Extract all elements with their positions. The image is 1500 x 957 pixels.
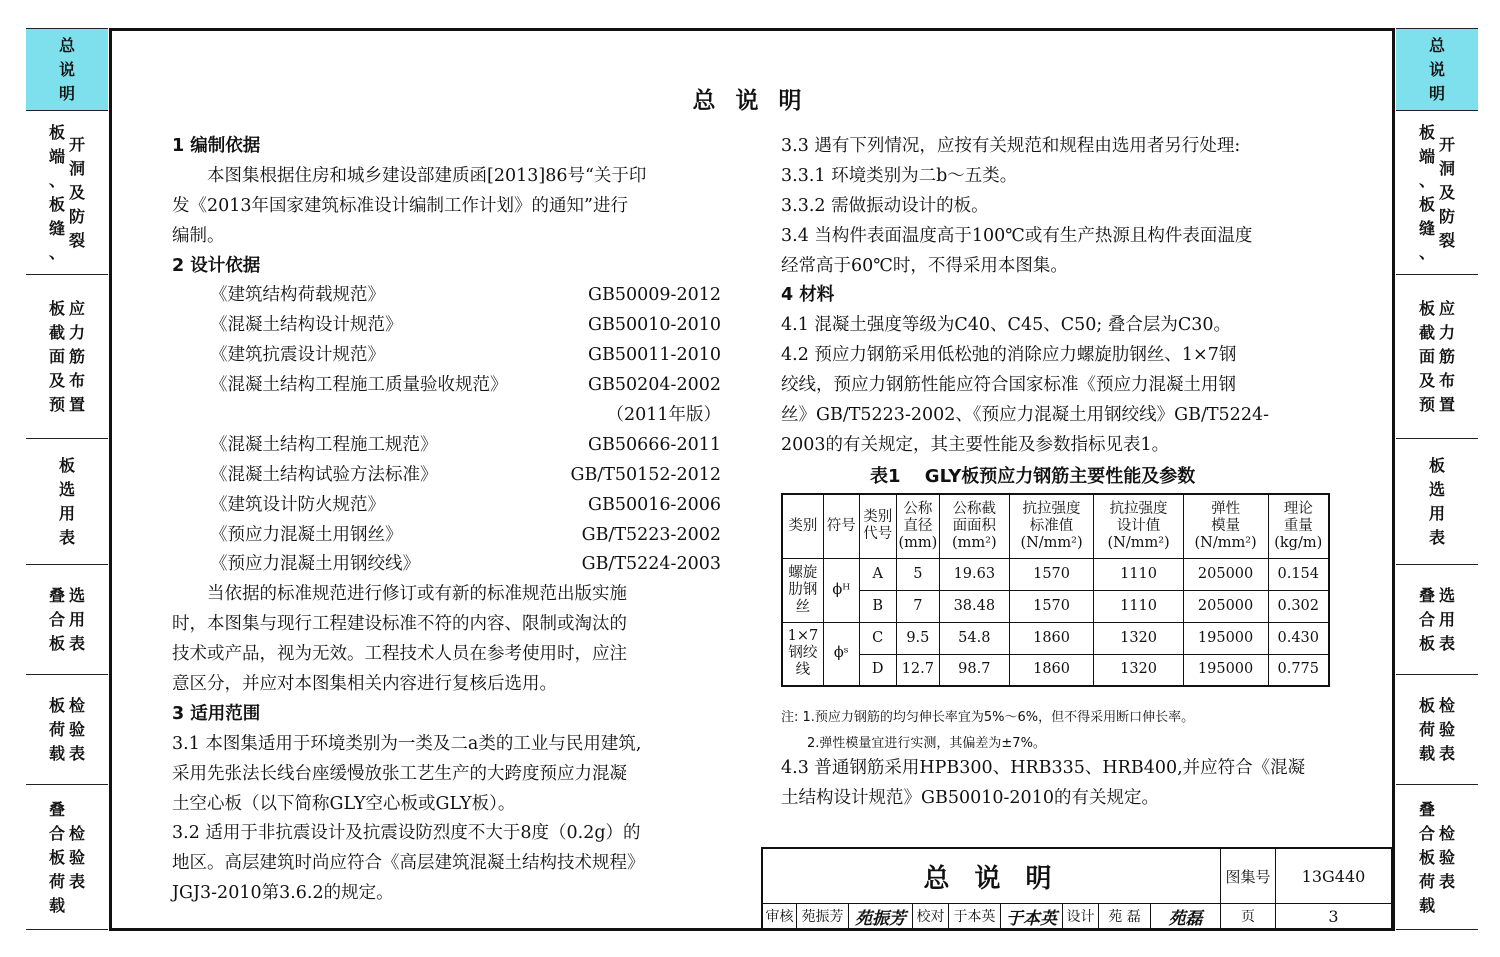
standard-name: 《预应力混凝土用钢绞线》 [210, 554, 420, 575]
tab-label-column [69, 694, 85, 766]
standard-name: 《混凝土结构工程施工质量验收规范》 [210, 375, 508, 396]
tab-label-char: 表 [1439, 872, 1456, 891]
section-1-body [172, 162, 727, 252]
tab-label-column [1419, 798, 1435, 918]
tab-label-char: 开 [1439, 134, 1456, 154]
tab-label-char: 表 [69, 633, 86, 653]
tab-label-char: 板 [48, 695, 65, 715]
tab-label-char: 、 [1418, 242, 1435, 262]
tab-label-char: 合 [1418, 824, 1435, 843]
tab-label-char: 面 [1418, 346, 1435, 366]
table-caption: 表1 GLY板预应力钢筋主要性能及参数 [870, 466, 1196, 487]
tab-label-column [69, 584, 85, 656]
body-line: 3.3.2 需做振动设计的板。 [781, 195, 989, 216]
left-tab-6[interactable] [26, 674, 108, 784]
page-number: 3 [1276, 904, 1392, 929]
tab-label-char: 用 [58, 503, 75, 523]
tab-label-column [49, 798, 65, 918]
tab-label-column [49, 297, 65, 417]
standard-name: 《混凝土结构试验方法标准》 [210, 464, 438, 485]
tab-label-column [1439, 584, 1455, 656]
tab-label-char: 明 [1428, 83, 1445, 103]
tab-label-char: 说 [1428, 59, 1445, 79]
standard-code: GB/T50152-2012 [570, 464, 721, 485]
table-note: 2.弹性模量宜进行实测，其偏差为±7%。 [781, 736, 1046, 751]
body-line: 3.3 遇有下列情况，应按有关规范和规程由选用者另行处理: [781, 136, 1241, 156]
tab-label-column [1429, 454, 1445, 550]
standard-code: （2011年版） [606, 405, 721, 426]
tab-label-char: 防 [69, 206, 86, 226]
table-cell: 98.7 [940, 654, 1010, 686]
body-line: 地区。高层建筑时尚应符合《高层建筑混凝土结构技术规程》 [172, 853, 645, 874]
tab-label-char: 布 [69, 370, 86, 390]
symbol-cell: ϕᴴ [823, 558, 859, 622]
tab-label-char: 用 [1428, 503, 1445, 523]
standard-code: GB50011-2010 [588, 345, 721, 366]
standard-name: 《混凝土结构设计规范》 [210, 315, 403, 336]
tab-label-char: 力 [69, 322, 86, 342]
table-cell: 54.8 [940, 622, 1010, 654]
table-cell: D [859, 654, 896, 686]
prestress-steel-table [781, 493, 1330, 687]
tab-label-char: 板 [1428, 455, 1445, 475]
tab-label-char: 、 [48, 170, 65, 190]
tab-label-char: 板 [1418, 298, 1435, 318]
page-title: 总 说 明 [692, 88, 808, 114]
body-line: 3.4 当构件表面温度高于100℃或有生产热源且构件表面温度 [781, 225, 1253, 246]
table-cell: 19.63 [940, 558, 1010, 590]
standard-row [172, 550, 727, 580]
left-tab-7[interactable] [26, 784, 108, 931]
review-label: 审核 [763, 904, 797, 929]
title-block-title: 总 说 明 [763, 849, 1221, 904]
tab-label-char: 、 [48, 242, 65, 262]
table-header-cell: 抗拉强度 标准值 (N/mm²) [1009, 494, 1094, 558]
tab-label-char: 表 [69, 743, 86, 763]
table-cell: 12.7 [896, 654, 939, 686]
standard-row [172, 461, 727, 491]
tab-label-char: 叠 [48, 585, 65, 605]
standard-row [172, 341, 727, 371]
tab-bar-bottom-rule-right [1396, 929, 1478, 930]
table-cell: 0.302 [1268, 590, 1329, 622]
tab-label-column [49, 121, 65, 265]
body-line: 本图集根据住房和城乡建设部建质函[2013]86号“关于印 [172, 165, 647, 186]
tab-label-char: 验 [69, 848, 86, 867]
tab-label-char: 板 [1418, 122, 1435, 142]
tab-label-char: 验 [1439, 719, 1456, 739]
table-row [782, 654, 1329, 686]
tab-label-char: 叠 [1418, 585, 1435, 605]
designer-signature: 苑磊 [1151, 904, 1221, 929]
table-row [782, 622, 1329, 654]
body-line: JGJ3-2010第3.6.2的规定。 [172, 883, 394, 904]
table-header-row [782, 494, 1329, 558]
table-cell: 1860 [1009, 654, 1094, 686]
table-cell: 9.5 [896, 622, 939, 654]
body-line: 丝》GB/T5223-2002、《预应力混凝土用钢绞线》GB/T5224- [781, 405, 1269, 426]
tab-label-char: 用 [1439, 609, 1456, 629]
right-tab-5[interactable] [1396, 564, 1478, 674]
right-tab-2[interactable] [1396, 110, 1478, 274]
tab-label-char: 载 [1418, 896, 1435, 915]
section-heading: 2 设计依据 [172, 255, 261, 276]
table-cell: 1110 [1094, 558, 1183, 590]
tab-label-char: 检 [1439, 824, 1456, 843]
table-header-cell: 抗拉强度 设计值 (N/mm²) [1094, 494, 1183, 558]
section-heading: 3 适用范围 [172, 703, 261, 724]
body-line: 3.2 适用于非抗震设计及抗震设防烈度不大于8度（0.2g）的 [172, 823, 641, 844]
tab-label-column [1439, 822, 1455, 894]
tab-label-char: 载 [48, 743, 65, 763]
tab-label-char: 应 [1439, 298, 1456, 318]
tab-label-char: 表 [1439, 743, 1456, 763]
page-label: 页 [1221, 904, 1276, 929]
standard-code: GB50010-2010 [588, 315, 721, 336]
table-cell: 1320 [1094, 622, 1183, 654]
category-cell: 1×7 钢绞 线 [782, 622, 823, 686]
table-cell: 1570 [1009, 590, 1094, 622]
tab-label-char: 面 [48, 346, 65, 366]
tab-label-char: 端 [1418, 146, 1435, 166]
right-tab-4[interactable] [1396, 438, 1478, 564]
section-2-body [172, 580, 727, 700]
checker-name: 于本英 [949, 904, 1001, 929]
tab-label-char: 缝 [48, 218, 65, 238]
left-tab-5[interactable] [26, 564, 108, 674]
right-column-bottom [781, 754, 1341, 814]
tab-label-char: 筋 [1439, 346, 1456, 366]
tab-label-char: 及 [48, 370, 65, 390]
tab-label-char: 筋 [69, 346, 86, 366]
body-line: 4.3 普通钢筋采用HPB300、HRB335、HRB400,并应符合《混凝 [781, 758, 1306, 778]
tab-label-char: 及 [1418, 370, 1435, 390]
body-line: 意区分，并应对本图集相关内容进行复核后选用。 [172, 674, 557, 695]
tab-label-char: 板 [1418, 848, 1435, 867]
tab-label-column [1419, 584, 1435, 656]
table-header-cell: 公称截 面面积 (mm²) [940, 494, 1010, 558]
tab-label-char: 选 [1428, 479, 1445, 499]
tab-label-column [1439, 694, 1455, 766]
tab-label-char: 板 [1418, 194, 1435, 214]
tab-label-char: 合 [48, 609, 65, 629]
tab-label-column [1439, 133, 1455, 253]
tab-label-char: 及 [69, 182, 86, 202]
left-tab-4[interactable] [26, 438, 108, 564]
table-cell: 0.430 [1268, 622, 1329, 654]
section-3-continued [781, 132, 1341, 281]
standard-row [172, 401, 727, 431]
body-line: 采用先张法长线台座缓慢放张工艺生产的大跨度预应力混凝 [172, 763, 627, 784]
tab-label-char: 载 [1418, 743, 1435, 763]
standard-code: GB/T5224-2003 [581, 554, 721, 575]
standard-row [172, 431, 727, 461]
atlas-number: 13G440 [1276, 849, 1392, 904]
tab-label-char: 检 [69, 695, 86, 715]
tab-label-char: 选 [58, 479, 75, 499]
table-cell: 0.154 [1268, 558, 1329, 590]
tab-label-char: 表 [69, 872, 86, 891]
section-heading: 1 编制依据 [172, 136, 261, 156]
table-cell: 205000 [1183, 558, 1268, 590]
right-tab-6[interactable] [1396, 674, 1478, 784]
table-note: 注: 1.预应力钢筋的均匀伸长率宜为5%～6%，但不得采用断口伸长率。 [781, 710, 1195, 725]
table-cell: 195000 [1183, 654, 1268, 686]
reviewer-signature: 苑振芳 [849, 904, 913, 929]
tab-label-char: 防 [1439, 206, 1456, 226]
tab-label-column [1419, 121, 1435, 265]
standard-row [172, 371, 727, 401]
table-cell: 7 [896, 590, 939, 622]
atlas-number-label: 图集号 [1221, 849, 1276, 904]
standard-name: 《建筑结构荷载规范》 [210, 285, 385, 306]
tab-label-char: 板 [48, 122, 65, 142]
standard-name: 《建筑抗震设计规范》 [210, 345, 385, 366]
tab-label-char: 荷 [48, 872, 65, 891]
tab-label-char: 表 [1439, 633, 1456, 653]
left-tab-2[interactable] [26, 110, 108, 274]
standard-code: GB50204-2002 [588, 375, 721, 396]
table-cell: 1570 [1009, 558, 1094, 590]
tab-label-char: 合 [48, 824, 65, 843]
standards-list [172, 281, 727, 580]
tab-label-char: 板 [48, 298, 65, 318]
tab-label-char: 荷 [1418, 719, 1435, 739]
tab-label-char: 表 [1428, 527, 1445, 547]
symbol-cell: ϕˢ [823, 622, 859, 686]
section-3-body [172, 730, 727, 909]
table-cell: 5 [896, 558, 939, 590]
tab-label-column [69, 133, 85, 253]
body-line: 2003的有关规定，其主要性能及参数指标见表1。 [781, 434, 1170, 455]
standard-code: GB/T5223-2002 [581, 524, 721, 545]
standard-row [172, 281, 727, 311]
tab-label-column [59, 454, 75, 550]
standard-row [172, 521, 727, 551]
right-tab-7[interactable] [1396, 784, 1478, 931]
body-line: 4.2 预应力钢筋采用低松弛的消除应力螺旋肋钢丝、1×7钢 [781, 345, 1237, 366]
standard-row [172, 491, 727, 521]
tab-label-char: 置 [69, 394, 86, 414]
table-header-cell: 类别 代号 [859, 494, 896, 558]
tab-label-char: 叠 [1418, 800, 1435, 819]
tab-label-char: 预 [48, 394, 65, 414]
tab-label-char: 缝 [1418, 218, 1435, 238]
tab-label-char: 板 [58, 455, 75, 475]
table-cell: A [859, 558, 896, 590]
tab-label-char: 合 [1418, 609, 1435, 629]
tab-label-char: 裂 [1439, 230, 1456, 250]
tab-label-char: 说 [58, 59, 75, 79]
left-tab-3[interactable] [26, 274, 108, 438]
table-cell: 1320 [1094, 654, 1183, 686]
tab-label-column [1419, 694, 1435, 766]
table-row [782, 590, 1329, 622]
body-line: 经常高于60℃时，不得采用本图集。 [781, 255, 1068, 276]
table-header-cell: 符号 [823, 494, 859, 558]
tab-label-column [69, 822, 85, 894]
tab-label-char: 叠 [48, 800, 65, 819]
section-heading: 4 材料 [781, 285, 835, 306]
tab-label-column [49, 584, 65, 656]
body-line: 4.1 混凝土强度等级为C40、C45、C50; 叠合层为C30。 [781, 315, 1231, 336]
designer-name: 苑 磊 [1099, 904, 1151, 929]
tab-label-char: 截 [1418, 322, 1435, 342]
tab-label-char: 、 [1418, 170, 1435, 190]
tab-label-char: 验 [69, 719, 86, 739]
standard-row [172, 311, 727, 341]
tab-label-char: 板 [1418, 633, 1435, 653]
tab-label-column [1439, 297, 1455, 417]
body-line: 3.3.1 环境类别为二b～五类。 [781, 165, 1018, 186]
tab-label-char: 选 [69, 585, 86, 605]
tab-label-column [1419, 297, 1435, 417]
tab-label-char: 明 [58, 83, 75, 103]
body-line: 编制。 [172, 225, 225, 246]
tab-label-char: 荷 [48, 719, 65, 739]
tab-label-column [69, 297, 85, 417]
standard-name: 《建筑设计防火规范》 [210, 494, 385, 515]
tab-label-char: 选 [1439, 585, 1456, 605]
right-tab-3[interactable] [1396, 274, 1478, 438]
table-row [782, 558, 1329, 590]
body-line: 技术或产品，视为无效。工程技术人员在参考使用时，应注 [172, 644, 627, 665]
tab-label-char: 端 [48, 146, 65, 166]
tab-label-char: 用 [69, 609, 86, 629]
tab-label-char: 应 [69, 298, 86, 318]
standard-name: 《混凝土结构工程施工规范》 [210, 434, 438, 455]
tab-label-char: 布 [1439, 370, 1456, 390]
standard-code: GB50009-2012 [588, 285, 721, 306]
tab-label-char: 荷 [1418, 872, 1435, 891]
tab-label-char: 板 [48, 194, 65, 214]
tab-label-char: 截 [48, 322, 65, 342]
title-block [761, 847, 1393, 929]
body-line: 土结构设计规范》GB50010-2010的有关规定。 [781, 787, 1159, 808]
tab-label-char: 表 [58, 527, 75, 547]
reviewer-name: 苑振芳 [797, 904, 849, 929]
section-4-3-body [781, 754, 1341, 814]
tab-label-char: 总 [58, 35, 75, 55]
standard-code: GB50666-2011 [588, 434, 721, 455]
table-cell: 195000 [1183, 622, 1268, 654]
tab-label-char: 及 [1439, 182, 1456, 202]
checker-signature: 于本英 [1001, 904, 1063, 929]
tab-label-char: 载 [48, 896, 65, 915]
body-line: 土空心板（以下简称GLY空心板或GLY板）。 [172, 793, 516, 814]
tab-label-column [49, 694, 65, 766]
tab-label-char: 检 [69, 824, 86, 843]
table-header-cell: 弹性 模量 (N/mm²) [1183, 494, 1268, 558]
tab-label-char: 洞 [1439, 158, 1456, 178]
design-label: 设计 [1063, 904, 1099, 929]
tab-label-char: 裂 [69, 230, 86, 250]
tab-label-char: 洞 [69, 158, 86, 178]
table-header-cell: 公称 直径 (mm) [896, 494, 939, 558]
tab-label-char: 总 [1428, 35, 1445, 55]
tab-label-char: 检 [1439, 695, 1456, 715]
tab-label-char: 板 [1418, 695, 1435, 715]
tab-label-char: 验 [1439, 848, 1456, 867]
check-label: 校对 [913, 904, 949, 929]
table-cell: B [859, 590, 896, 622]
table-header-cell: 理论 重量 (kg/m) [1268, 494, 1329, 558]
table-cell: 0.775 [1268, 654, 1329, 686]
tab-label-char: 板 [48, 633, 65, 653]
table-cell: C [859, 622, 896, 654]
body-line: 3.1 本图集适用于环境类别为一类及二a类的工业与民用建筑, [172, 733, 642, 754]
tab-label-char: 力 [1439, 322, 1456, 342]
body-line: 绞线，预应力钢筋性能应符合国家标准《预应力混凝土用钢 [781, 375, 1236, 396]
standard-name: 《预应力混凝土用钢丝》 [210, 524, 403, 545]
body-line: 当依据的标准规范进行修订或有新的标准规范出版实施 [172, 584, 627, 605]
table-cell: 1860 [1009, 622, 1094, 654]
tab-bar-bottom-rule [26, 929, 108, 930]
table-cell: 38.48 [940, 590, 1010, 622]
tab-label-char: 板 [48, 848, 65, 867]
right-column-top [781, 132, 1341, 461]
table-cell: 1110 [1094, 590, 1183, 622]
left-column [172, 132, 727, 909]
tab-label-char: 置 [1439, 394, 1456, 414]
category-cell: 螺旋 肋钢 丝 [782, 558, 823, 622]
body-line: 发《2013年国家建筑标准设计编制工作计划》的通知”进行 [172, 195, 628, 216]
materials-body [781, 311, 1341, 460]
table-header-cell: 类别 [782, 494, 823, 558]
tab-label-char: 预 [1418, 394, 1435, 414]
body-line: 时，本图集与现行工程建设标准不符的内容、限制或淘汰的 [172, 614, 627, 635]
standard-code: GB50016-2006 [588, 494, 721, 515]
table-cell: 205000 [1183, 590, 1268, 622]
tab-label-char: 开 [69, 134, 86, 154]
